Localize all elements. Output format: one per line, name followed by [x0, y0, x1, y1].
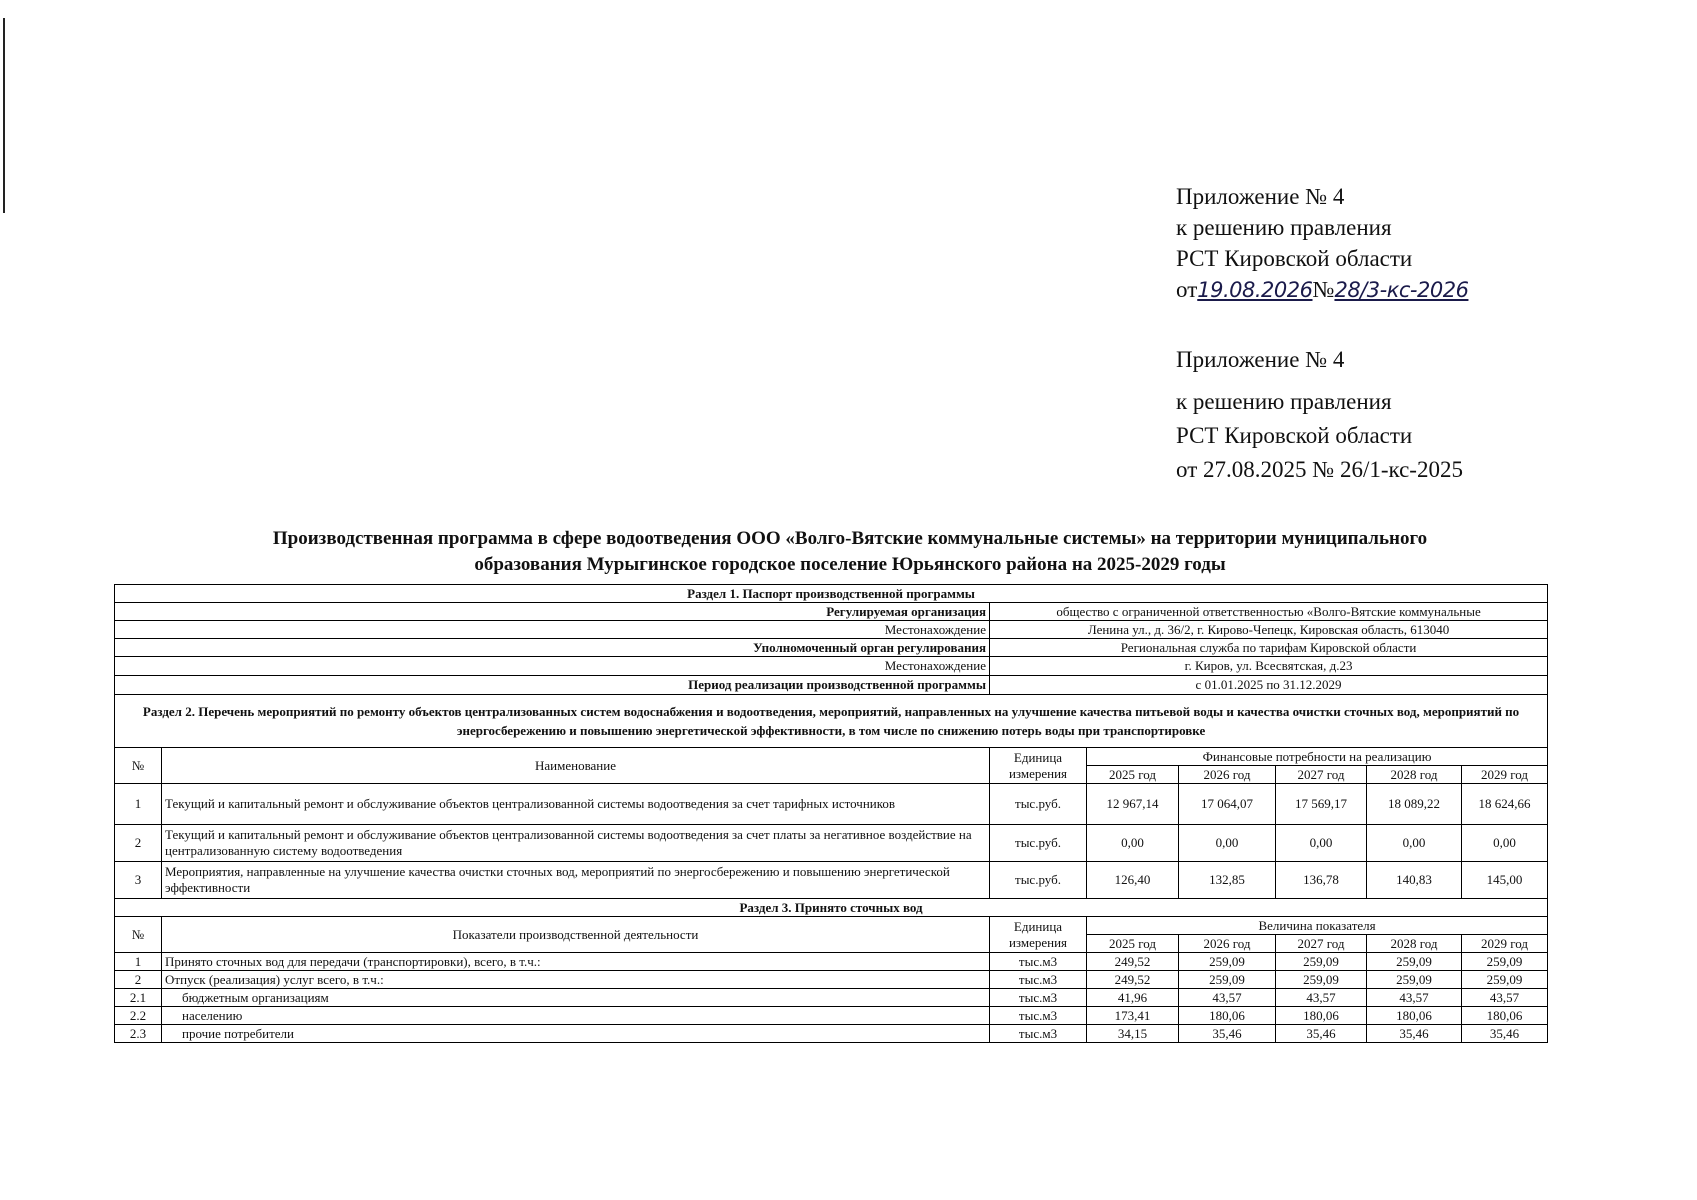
col-header-unit: Единица измерения: [990, 917, 1087, 953]
col-header-value: Величина показателя: [1087, 917, 1548, 935]
row-value: 12 967,14: [1087, 784, 1179, 825]
row-name: населению: [162, 1007, 990, 1025]
row-value: 259,09: [1276, 953, 1367, 971]
appendix-stamp-line1: Приложение № 4: [1176, 184, 1345, 209]
year-header: 2029 год: [1462, 935, 1548, 953]
table-row: [115, 784, 1548, 825]
row-value: 259,09: [1367, 953, 1462, 971]
document-title-line1: Производственная программа в сфере водоотведения ООО «Волго-Вятские коммунальные системы» на территории муниципального: [272, 528, 1428, 549]
appendix-stamp-date-line: [1176, 274, 1468, 306]
row-no: 1: [115, 784, 162, 825]
row-value: 145,00: [1462, 862, 1548, 899]
row-no: 2.3: [115, 1025, 162, 1043]
row-value: 259,09: [1276, 971, 1367, 989]
year-header: 2026 год: [1179, 935, 1276, 953]
col-header-financial: Финансовые потребности на реализацию: [1087, 748, 1548, 766]
row-value: 35,46: [1367, 1025, 1462, 1043]
appendix-original-line3: РСТ Кировской области: [1176, 423, 1413, 448]
section3-heading: Раздел 3. Принято сточных вод: [115, 899, 1548, 917]
row-value: 35,46: [1276, 1025, 1367, 1043]
year-header: 2025 год: [1087, 935, 1179, 953]
row-value: 249,52: [1087, 971, 1179, 989]
passport-label: Регулируемая организация: [115, 603, 990, 621]
appendix-stamp-line2: к решению правления: [1176, 215, 1392, 240]
row-no: 2.1: [115, 989, 162, 1007]
year-header: 2029 год: [1462, 766, 1548, 784]
row-unit: тыс.м3: [990, 953, 1087, 971]
year-header: 2027 год: [1276, 935, 1367, 953]
row-unit: тыс.м3: [990, 971, 1087, 989]
appendix-stamp-line3: РСТ Кировской области: [1176, 246, 1413, 271]
passport-value: г. Киров, ул. Всесвятская, д.23: [990, 657, 1548, 676]
table-row: [115, 989, 1548, 1007]
row-value: 259,09: [1367, 971, 1462, 989]
document-title-line2: образования Мурыгинское городское поселение Юрьянского района на 2025-2029 годы: [474, 554, 1226, 575]
row-value: 180,06: [1367, 1007, 1462, 1025]
passport-value: Ленина ул., д. 36/2, г. Кирово-Чепецк, Кировская область, 613040: [990, 621, 1548, 639]
row-unit: тыс.м3: [990, 1007, 1087, 1025]
col-header-name: Показатели производственной деятельности: [162, 917, 990, 953]
row-no: 3: [115, 862, 162, 899]
col-header-no: №: [115, 748, 162, 784]
row-value: 140,83: [1367, 862, 1462, 899]
section2-header-row: [115, 748, 1548, 766]
row-value: 35,46: [1179, 1025, 1276, 1043]
passport-label: Местонахождение: [115, 657, 990, 676]
passport-value: Региональная служба по тарифам Кировской области: [990, 639, 1548, 657]
table-row: [115, 953, 1548, 971]
appendix-stamp: [1176, 181, 1468, 306]
row-value: 0,00: [1179, 825, 1276, 862]
handwritten-number: 28/3-кс-2026: [1334, 278, 1469, 302]
row-value: 17 569,17: [1276, 784, 1367, 825]
row-value: 43,57: [1276, 989, 1367, 1007]
passport-row: [115, 603, 1548, 621]
row-value: 0,00: [1367, 825, 1462, 862]
row-value: 259,09: [1462, 953, 1548, 971]
row-value: 43,57: [1367, 989, 1462, 1007]
row-value: 35,46: [1462, 1025, 1548, 1043]
row-no: 2: [115, 825, 162, 862]
passport-row: [115, 639, 1548, 657]
row-name: Отпуск (реализация) услуг всего, в т.ч.:: [162, 971, 990, 989]
row-unit: тыс.м3: [990, 989, 1087, 1007]
passport-label: Период реализации производственной программы: [115, 676, 990, 695]
row-name: Текущий и капитальный ремонт и обслуживание объектов централизованной системы водоотведения за счет тарифных источников: [162, 784, 990, 825]
row-unit: тыс.м3: [990, 1025, 1087, 1043]
row-unit: тыс.руб.: [990, 862, 1087, 899]
row-value: 132,85: [1179, 862, 1276, 899]
row-unit: тыс.руб.: [990, 784, 1087, 825]
col-header-no: №: [115, 917, 162, 953]
row-value: 18 624,66: [1462, 784, 1548, 825]
table-row: [115, 971, 1548, 989]
row-value: 0,00: [1462, 825, 1548, 862]
row-no: 2: [115, 971, 162, 989]
row-value: 249,52: [1087, 953, 1179, 971]
table-row: [115, 1025, 1548, 1043]
year-header: 2028 год: [1367, 766, 1462, 784]
row-name: Мероприятия, направленные на улучшение качества очистки сточных вод, мероприятий по энергосбережению и повышению энергетической эффективности: [162, 862, 990, 899]
section1-heading: Раздел 1. Паспорт производственной программы: [115, 585, 1548, 603]
date-prefix: от: [1176, 277, 1198, 302]
section3-heading-row: [115, 899, 1548, 917]
row-value: 259,09: [1179, 971, 1276, 989]
number-prefix: №: [1312, 277, 1335, 302]
appendix-original-line4: от 27.08.2025 № 26/1-кс-2025: [1176, 457, 1463, 482]
passport-label: Местонахождение: [115, 621, 990, 639]
row-value: 180,06: [1179, 1007, 1276, 1025]
col-header-unit: Единица измерения: [990, 748, 1087, 784]
passport-row: [115, 676, 1548, 695]
section1-heading-row: [115, 585, 1548, 603]
row-value: 43,57: [1179, 989, 1276, 1007]
section3-header-row: [115, 917, 1548, 935]
table-row: [115, 862, 1548, 899]
row-value: 34,15: [1087, 1025, 1179, 1043]
row-value: 43,57: [1462, 989, 1548, 1007]
row-no: 1: [115, 953, 162, 971]
year-header: 2028 год: [1367, 935, 1462, 953]
document-title: [110, 526, 1590, 578]
row-value: 0,00: [1087, 825, 1179, 862]
col-header-name: Наименование: [162, 748, 990, 784]
row-value: 126,40: [1087, 862, 1179, 899]
appendix-original: [1176, 343, 1463, 487]
row-name: Принято сточных вод для передачи (транспортировки), всего, в т.ч.:: [162, 953, 990, 971]
handwritten-date: 19.08.2026: [1197, 278, 1313, 302]
row-value: 180,06: [1462, 1007, 1548, 1025]
row-value: 41,96: [1087, 989, 1179, 1007]
passport-row: [115, 657, 1548, 676]
section2-heading-row: [115, 695, 1548, 748]
row-value: 180,06: [1276, 1007, 1367, 1025]
appendix-original-line2: к решению правления: [1176, 389, 1392, 414]
row-name: Текущий и капитальный ремонт и обслуживание объектов централизованной системы водоотведения за счет платы за негативное воздействие на централизованную систему водоотведения: [162, 825, 990, 862]
row-unit: тыс.руб.: [990, 825, 1087, 862]
passport-label: Уполномоченный орган регулирования: [115, 639, 990, 657]
row-value: 0,00: [1276, 825, 1367, 862]
passport-row: [115, 621, 1548, 639]
table-row: [115, 1007, 1548, 1025]
production-program-table: [114, 584, 1548, 1043]
year-header: 2026 год: [1179, 766, 1276, 784]
year-header: 2025 год: [1087, 766, 1179, 784]
row-value: 173,41: [1087, 1007, 1179, 1025]
row-value: 18 089,22: [1367, 784, 1462, 825]
row-name: прочие потребители: [162, 1025, 990, 1043]
row-value: 259,09: [1462, 971, 1548, 989]
row-value: 259,09: [1179, 953, 1276, 971]
appendix-original-line1: Приложение № 4: [1176, 347, 1345, 372]
row-value: 17 064,07: [1179, 784, 1276, 825]
row-no: 2.2: [115, 1007, 162, 1025]
passport-value: с 01.01.2025 по 31.12.2029: [990, 676, 1548, 695]
section2-heading: Раздел 2. Перечень мероприятий по ремонту объектов централизованных систем водоснабжения и водоотведения, мероприятий, направленных на улучшение качества питьевой воды и качества очистки сточных вод, мероприятий по энергосбережению и повышению энергетической эффективности, в том числе по снижению потерь воды при транспортировке: [115, 695, 1548, 748]
row-name: бюджетным организациям: [162, 989, 990, 1007]
scan-edge-mark: [3, 18, 5, 213]
table-row: [115, 825, 1548, 862]
year-header: 2027 год: [1276, 766, 1367, 784]
row-value: 136,78: [1276, 862, 1367, 899]
passport-value: общество с ограниченной ответственностью «Волго-Вятские коммунальные: [990, 603, 1548, 621]
